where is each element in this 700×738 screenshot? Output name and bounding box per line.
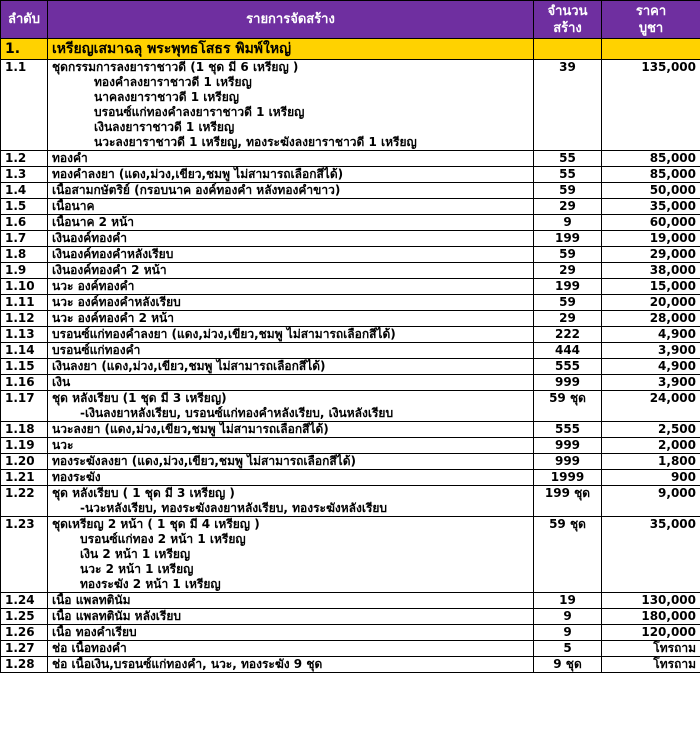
row-price: 60,000 bbox=[602, 215, 700, 231]
table-row bbox=[1, 517, 700, 593]
header-item: รายการจัดสร้าง bbox=[48, 1, 534, 39]
row-number: 1.3 bbox=[1, 167, 48, 183]
row-item bbox=[48, 311, 534, 327]
row-item-detail: ทองคำลงยาราชาวดี 1 เหรียญ bbox=[94, 75, 252, 89]
row-quantity: 222 bbox=[534, 327, 602, 343]
row-number: 1.20 bbox=[1, 454, 48, 470]
row-number: 1.27 bbox=[1, 641, 48, 657]
row-quantity: 55 bbox=[534, 151, 602, 167]
section-row bbox=[1, 39, 700, 60]
row-item bbox=[48, 199, 534, 215]
header-no: ลำดับ bbox=[1, 1, 48, 39]
row-item bbox=[48, 391, 534, 422]
table-row bbox=[1, 454, 700, 470]
row-price: 35,000 bbox=[602, 199, 700, 215]
table-row bbox=[1, 593, 700, 609]
row-item-title: เงิน bbox=[52, 375, 71, 389]
row-quantity: 9 bbox=[534, 609, 602, 625]
table-row bbox=[1, 422, 700, 438]
row-quantity: 59 bbox=[534, 295, 602, 311]
row-quantity: 5 bbox=[534, 641, 602, 657]
row-item bbox=[48, 641, 534, 657]
row-number: 1.4 bbox=[1, 183, 48, 199]
table-row bbox=[1, 151, 700, 167]
row-item bbox=[48, 231, 534, 247]
table-row bbox=[1, 167, 700, 183]
row-item-detail: ทองระฆัง 2 หน้า 1 เหรียญ bbox=[80, 577, 221, 591]
row-price: 4,900 bbox=[602, 359, 700, 375]
row-item-title: ชุด หลังเรียบ (1 ชุด มี 3 เหรียญ) bbox=[52, 391, 227, 405]
row-price: 15,000 bbox=[602, 279, 700, 295]
row-item-detail: -นวะหลังเรียบ, ทองระฆังลงยาหลังเรียบ, ทองระฆังหลังเรียบ bbox=[80, 501, 388, 515]
row-item-detail: -เงินลงยาหลังเรียบ, บรอนซ์แก่ทองคำหลังเรียบ, เงินหลังเรียบ bbox=[80, 406, 394, 420]
row-number: 1.15 bbox=[1, 359, 48, 375]
row-number: 1.16 bbox=[1, 375, 48, 391]
row-number: 1.1 bbox=[1, 60, 48, 151]
row-item-title: บรอนซ์แก่ทองคำลงยา (แดง,ม่วง,เขียว,ชมพู ไม่สามารถเลือกสีได้) bbox=[52, 327, 396, 341]
table-row bbox=[1, 199, 700, 215]
row-number: 1.17 bbox=[1, 391, 48, 422]
row-number: 1.23 bbox=[1, 517, 48, 593]
row-item bbox=[48, 375, 534, 391]
row-quantity: 444 bbox=[534, 343, 602, 359]
row-number: 1.12 bbox=[1, 311, 48, 327]
row-quantity: 29 bbox=[534, 199, 602, 215]
row-item-title: ทองคำลงยา (แดง,ม่วง,เขียว,ชมพู ไม่สามารถเลือกสีได้) bbox=[52, 167, 344, 181]
row-price: 1,800 bbox=[602, 454, 700, 470]
row-item bbox=[48, 470, 534, 486]
row-quantity: 9 bbox=[534, 215, 602, 231]
row-price: 35,000 bbox=[602, 517, 700, 593]
row-quantity: 199 bbox=[534, 279, 602, 295]
row-quantity: 555 bbox=[534, 359, 602, 375]
row-item-detail: นาคลงยาราชาวดี 1 เหรียญ bbox=[94, 90, 239, 104]
table-row bbox=[1, 391, 700, 422]
row-item-title: เนื้อนาค 2 หน้า bbox=[52, 215, 135, 229]
row-price: 38,000 bbox=[602, 263, 700, 279]
row-number: 1.26 bbox=[1, 625, 48, 641]
row-item-title: เนื้อ ทองคำเรียบ bbox=[52, 625, 137, 639]
row-quantity: 39 bbox=[534, 60, 602, 151]
row-price: 3,900 bbox=[602, 343, 700, 359]
row-number: 1.9 bbox=[1, 263, 48, 279]
row-item bbox=[48, 247, 534, 263]
table-row bbox=[1, 438, 700, 454]
row-item bbox=[48, 343, 534, 359]
row-quantity: 59 bbox=[534, 247, 602, 263]
row-item-title: เนื้อ แพลทตินัม bbox=[52, 593, 131, 607]
row-quantity: 999 bbox=[534, 438, 602, 454]
row-quantity: 59 bbox=[534, 183, 602, 199]
row-price: 120,000 bbox=[602, 625, 700, 641]
row-price: 50,000 bbox=[602, 183, 700, 199]
header-qty: จำนวน สร้าง bbox=[534, 1, 602, 39]
row-number: 1.24 bbox=[1, 593, 48, 609]
row-quantity: 29 bbox=[534, 311, 602, 327]
row-number: 1.5 bbox=[1, 199, 48, 215]
row-quantity: 199 ชุด bbox=[534, 486, 602, 517]
row-price: 28,000 bbox=[602, 311, 700, 327]
row-number: 1.10 bbox=[1, 279, 48, 295]
row-item bbox=[48, 183, 534, 199]
row-number: 1.7 bbox=[1, 231, 48, 247]
row-item-title: ทองคำ bbox=[52, 151, 88, 165]
row-quantity: 59 ชุด bbox=[534, 517, 602, 593]
row-item-title: ทองระฆัง bbox=[52, 470, 101, 484]
table-row bbox=[1, 215, 700, 231]
row-price: 85,000 bbox=[602, 167, 700, 183]
table-row bbox=[1, 311, 700, 327]
header-price: ราคา บูชา bbox=[602, 1, 700, 39]
row-price: 900 bbox=[602, 470, 700, 486]
table-row bbox=[1, 625, 700, 641]
row-item bbox=[48, 438, 534, 454]
row-price: 3,900 bbox=[602, 375, 700, 391]
row-item-title: นวะ องค์ทองคำ bbox=[52, 279, 135, 293]
row-quantity: 555 bbox=[534, 422, 602, 438]
row-item-title: บรอนซ์แก่ทองคำ bbox=[52, 343, 141, 357]
table-row bbox=[1, 375, 700, 391]
row-quantity: 9 bbox=[534, 625, 602, 641]
row-item-title: ชุดเหรียญ 2 หน้า ( 1 ชุด มี 4 เหรียญ ) bbox=[52, 517, 260, 531]
row-price: 180,000 bbox=[602, 609, 700, 625]
row-price: 2,500 bbox=[602, 422, 700, 438]
row-item-detail: นวะ 2 หน้า 1 เหรียญ bbox=[80, 562, 194, 576]
row-item-title: เงินองค์ทองคำ 2 หน้า bbox=[52, 263, 167, 277]
row-number: 1.14 bbox=[1, 343, 48, 359]
row-number: 1.18 bbox=[1, 422, 48, 438]
row-item-title: ช่อ เนื้อเงิน,บรอนซ์แก่ทองคำ, นวะ, ทองระฆัง 9 ชุด bbox=[52, 657, 323, 671]
row-quantity: 1999 bbox=[534, 470, 602, 486]
table-row bbox=[1, 641, 700, 657]
row-number: 1.22 bbox=[1, 486, 48, 517]
row-quantity: 199 bbox=[534, 231, 602, 247]
row-item bbox=[48, 359, 534, 375]
row-item bbox=[48, 60, 534, 151]
row-price: 24,000 bbox=[602, 391, 700, 422]
table-row bbox=[1, 231, 700, 247]
row-item bbox=[48, 215, 534, 231]
row-price: 29,000 bbox=[602, 247, 700, 263]
section-title: เหรียญเสมาฉลุ พระพุทธโสธร พิมพ์ใหญ่ bbox=[48, 39, 534, 60]
row-item bbox=[48, 454, 534, 470]
row-number: 1.19 bbox=[1, 438, 48, 454]
table-row bbox=[1, 247, 700, 263]
row-price: 20,000 bbox=[602, 295, 700, 311]
row-item bbox=[48, 609, 534, 625]
row-quantity: 9 ชุด bbox=[534, 657, 602, 673]
table-row bbox=[1, 60, 700, 151]
row-quantity: 999 bbox=[534, 375, 602, 391]
row-item bbox=[48, 151, 534, 167]
table-row bbox=[1, 295, 700, 311]
section-number: 1. bbox=[1, 39, 48, 60]
row-item-title: ช่อ เนื้อทองคำ bbox=[52, 641, 127, 655]
row-item bbox=[48, 422, 534, 438]
row-item bbox=[48, 625, 534, 641]
table-row bbox=[1, 657, 700, 673]
row-item bbox=[48, 486, 534, 517]
table-row bbox=[1, 279, 700, 295]
row-item-title: นวะ bbox=[52, 438, 74, 452]
row-item-title: เงินองค์ทองคำหลังเรียบ bbox=[52, 247, 174, 261]
row-item-title: นวะลงยา (แดง,ม่วง,เขียว,ชมพู ไม่สามารถเลือกสีได้) bbox=[52, 422, 329, 436]
row-number: 1.25 bbox=[1, 609, 48, 625]
row-quantity: 19 bbox=[534, 593, 602, 609]
row-item-detail: บรอนซ์แก่ทอง 2 หน้า 1 เหรียญ bbox=[80, 532, 246, 546]
row-quantity: 59 ชุด bbox=[534, 391, 602, 422]
row-number: 1.8 bbox=[1, 247, 48, 263]
row-item-detail: เงินลงยาราชาวดี 1 เหรียญ bbox=[94, 120, 235, 134]
row-number: 1.28 bbox=[1, 657, 48, 673]
row-item bbox=[48, 517, 534, 593]
row-price: 2,000 bbox=[602, 438, 700, 454]
table-row bbox=[1, 183, 700, 199]
row-item-title: เนื้อนาค bbox=[52, 199, 95, 213]
row-quantity: 55 bbox=[534, 167, 602, 183]
row-item bbox=[48, 327, 534, 343]
row-number: 1.21 bbox=[1, 470, 48, 486]
table-row bbox=[1, 470, 700, 486]
row-item-title: นวะ องค์ทองคำหลังเรียบ bbox=[52, 295, 181, 309]
table-row bbox=[1, 609, 700, 625]
table-row bbox=[1, 263, 700, 279]
row-item-title: ทองระฆังลงยา (แดง,ม่วง,เขียว,ชมพู ไม่สามารถเลือกสีได้) bbox=[52, 454, 356, 468]
row-number: 1.13 bbox=[1, 327, 48, 343]
row-number: 1.6 bbox=[1, 215, 48, 231]
row-price: 85,000 bbox=[602, 151, 700, 167]
row-item bbox=[48, 295, 534, 311]
row-item bbox=[48, 263, 534, 279]
row-item-title: เนื้อสามกษัตริย์ (กรอบนาค องค์ทองคำ หลังทองคำขาว) bbox=[52, 183, 341, 197]
row-item-detail: บรอนซ์แก่ทองคำลงยาราชาวดี 1 เหรียญ bbox=[94, 105, 305, 119]
row-price: 19,000 bbox=[602, 231, 700, 247]
row-item bbox=[48, 167, 534, 183]
row-number: 1.11 bbox=[1, 295, 48, 311]
row-item-detail: นวะลงยาราชาวดี 1 เหรียญ, ทองระฆังลงยาราชาวดี 1 เหรียญ bbox=[94, 135, 417, 149]
row-price: 135,000 bbox=[602, 60, 700, 151]
row-price: 4,900 bbox=[602, 327, 700, 343]
row-item bbox=[48, 593, 534, 609]
row-price: โทรถาม bbox=[602, 641, 700, 657]
row-item bbox=[48, 657, 534, 673]
row-item-title: เงินองค์ทองคำ bbox=[52, 231, 127, 245]
table-header-row bbox=[1, 1, 700, 39]
row-number: 1.2 bbox=[1, 151, 48, 167]
row-price: 130,000 bbox=[602, 593, 700, 609]
row-quantity: 29 bbox=[534, 263, 602, 279]
row-item-title: เนื้อ แพลทตินัม หลังเรียบ bbox=[52, 609, 181, 623]
row-price: โทรถาม bbox=[602, 657, 700, 673]
table-row bbox=[1, 486, 700, 517]
table-row bbox=[1, 359, 700, 375]
row-item-title: เงินลงยา (แดง,ม่วง,เขียว,ชมพู ไม่สามารถเลือกสีได้) bbox=[52, 359, 326, 373]
table-row bbox=[1, 343, 700, 359]
row-item-title: ชุด หลังเรียบ ( 1 ชุด มี 3 เหรียญ ) bbox=[52, 486, 235, 500]
row-quantity: 999 bbox=[534, 454, 602, 470]
table-row bbox=[1, 327, 700, 343]
row-item-detail: เงิน 2 หน้า 1 เหรียญ bbox=[80, 547, 191, 561]
row-item-title: นวะ องค์ทองคำ 2 หน้า bbox=[52, 311, 174, 325]
row-price: 9,000 bbox=[602, 486, 700, 517]
row-item-title: ชุดกรรมการลงยาราชาวดี (1 ชุด มี 6 เหรียญ ) bbox=[52, 60, 299, 74]
row-item bbox=[48, 279, 534, 295]
